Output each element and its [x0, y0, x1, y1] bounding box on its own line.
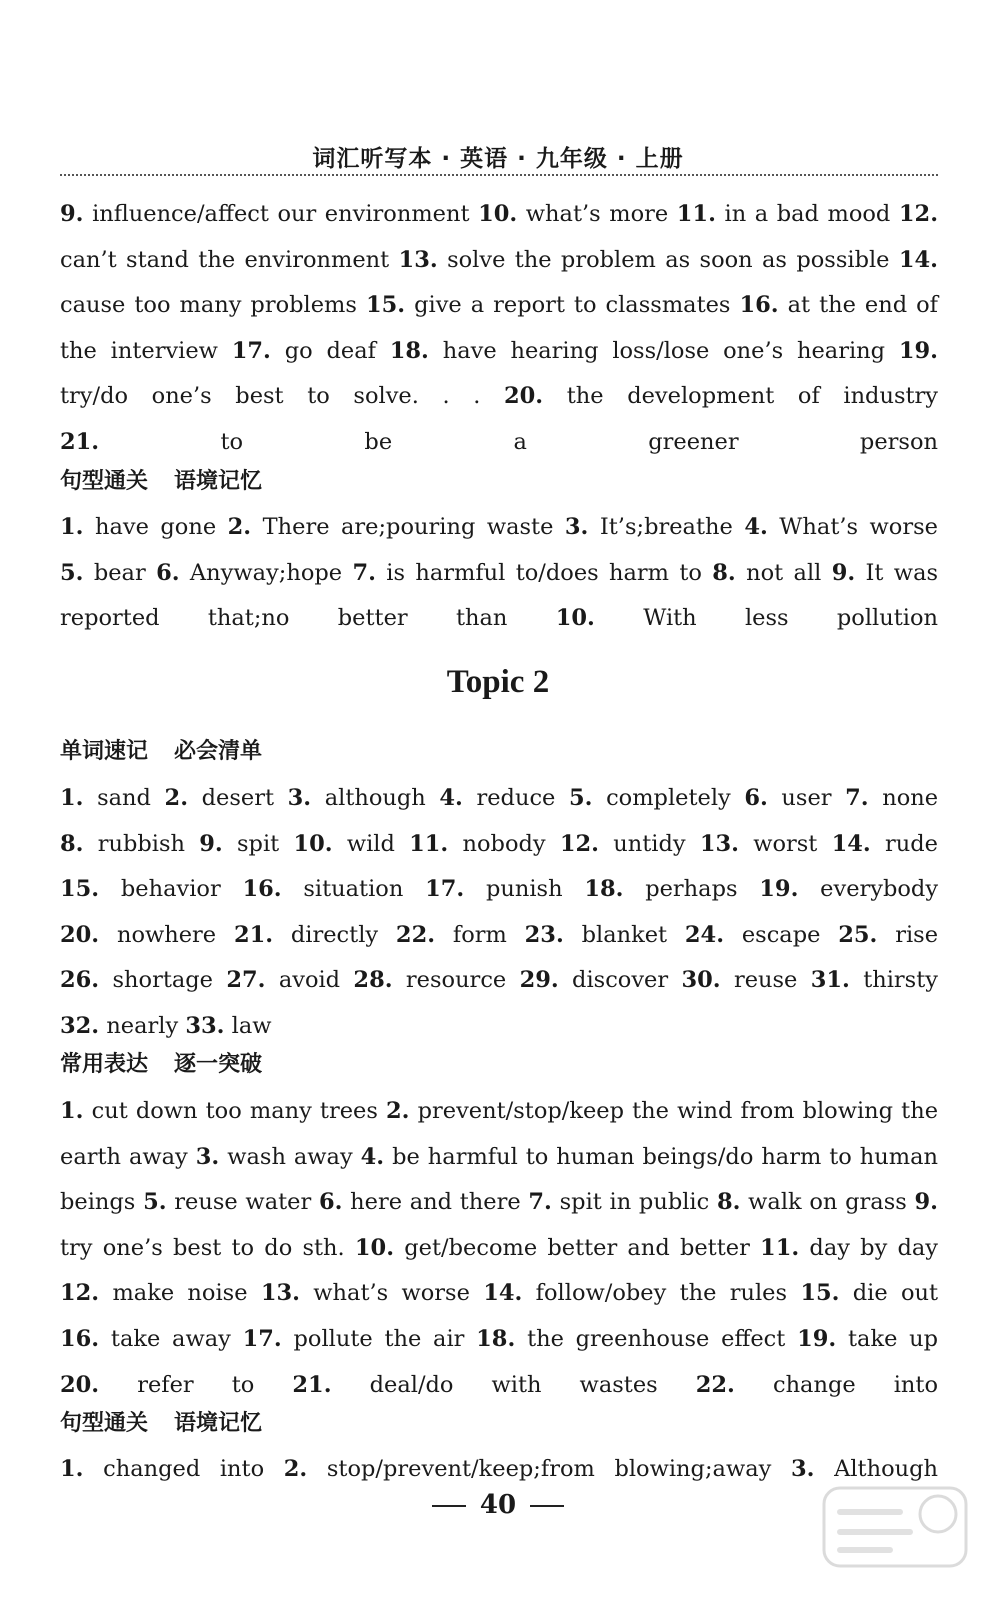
item-text: directly	[290, 921, 379, 948]
item-number: 29.	[519, 967, 559, 994]
answer-item	[232, 338, 376, 364]
item-text: changed into	[103, 1456, 265, 1482]
item-text: punish	[485, 876, 563, 903]
answer-item	[355, 1235, 750, 1261]
item-text: spit in public	[559, 1189, 710, 1216]
item-text: what’s worse	[313, 1280, 470, 1307]
header-divider	[60, 174, 938, 176]
sentence-answers-topic1	[60, 505, 938, 642]
item-text: user	[781, 785, 832, 811]
item-text: everybody	[820, 876, 939, 903]
section-title: 单词速记	[60, 739, 149, 764]
item-text: stop/prevent/keep;from blowing;away	[326, 1456, 772, 1482]
item-text: desert	[201, 785, 275, 811]
answer-item	[319, 1189, 521, 1215]
answer-item	[352, 560, 702, 586]
answer-item	[791, 1456, 938, 1482]
item-number: 1.	[60, 1456, 84, 1482]
item-number: 15.	[365, 292, 406, 319]
item-number: 20.	[60, 1371, 100, 1398]
item-number: 2.	[386, 1098, 410, 1124]
item-number: 30.	[681, 967, 721, 994]
answer-item	[353, 967, 506, 993]
answer-item	[838, 922, 938, 948]
answer-item	[681, 967, 797, 993]
item-number: 21.	[233, 921, 274, 948]
section-subtitle: 语境记忆	[174, 1411, 263, 1436]
item-number: 11.	[760, 1234, 800, 1261]
answer-item	[60, 967, 213, 993]
item-text: cause too many problems	[60, 292, 357, 319]
item-text: reduce	[476, 785, 556, 811]
item-text: make noise	[112, 1280, 248, 1307]
section-heading-sentences-2	[60, 1404, 262, 1444]
item-text: at the end of the interview	[60, 292, 939, 364]
item-number: 25.	[838, 921, 878, 948]
topic-title: Topic 2	[446, 664, 550, 700]
item-text: prevent/stop/keep the wind from blowing the earth away	[60, 1098, 939, 1170]
answer-item	[399, 247, 890, 273]
item-text: situation	[303, 876, 404, 903]
section-heading-sentences	[60, 462, 262, 502]
answer-item	[409, 831, 546, 857]
item-text: reuse water	[174, 1189, 312, 1216]
item-number: 6.	[318, 1189, 343, 1216]
answer-item	[478, 201, 668, 227]
item-text: perhaps	[645, 876, 738, 903]
item-number: 12.	[559, 830, 599, 857]
item-number: 3.	[195, 1143, 220, 1170]
answer-item	[483, 1280, 787, 1306]
answer-item	[700, 831, 818, 857]
answer-item	[243, 1326, 465, 1352]
item-number: 17.	[425, 876, 465, 903]
item-text: walk on grass	[748, 1189, 907, 1216]
item-text: rise	[895, 921, 939, 948]
answer-item	[156, 560, 342, 586]
item-number: 8.	[712, 559, 736, 586]
item-number: 21.	[60, 428, 100, 455]
item-text: what’s more	[525, 201, 669, 227]
answer-item	[143, 1189, 311, 1215]
item-text: What’s worse	[779, 514, 938, 540]
item-number: 13.	[260, 1280, 300, 1307]
item-number: 22.	[395, 921, 436, 948]
answer-item	[60, 876, 221, 902]
item-text: behavior	[120, 876, 221, 903]
item-number: 5.	[568, 785, 593, 811]
page-number: 40	[479, 1490, 517, 1520]
item-number: 24.	[684, 921, 725, 948]
answer-item	[226, 967, 340, 993]
item-number: 14.	[483, 1280, 523, 1307]
item-text: here and there	[350, 1189, 521, 1216]
answer-item	[293, 831, 394, 857]
word-list-topic2	[60, 776, 938, 1050]
item-number: 15.	[60, 876, 100, 903]
answer-item	[800, 1280, 938, 1306]
watermark-logo	[820, 1482, 970, 1572]
item-number: 8.	[716, 1189, 741, 1216]
item-text: although	[324, 785, 426, 811]
item-text: die out	[852, 1280, 939, 1307]
section-subtitle: 逐一突破	[174, 1052, 263, 1077]
section-title: 常用表达	[60, 1052, 149, 1077]
item-text: the development of industry	[566, 383, 939, 410]
item-number: 19.	[797, 1325, 837, 1352]
answer-item	[228, 514, 554, 540]
answer-item	[760, 1235, 938, 1261]
answer-item	[60, 429, 938, 455]
item-number: 2.	[227, 514, 252, 540]
answer-item	[528, 1189, 709, 1215]
answer-item	[560, 831, 686, 857]
item-text: take up	[847, 1325, 939, 1352]
running-header: 词汇听写本 · 英语 · 九年级 · 上册	[312, 146, 684, 172]
section-title: 句型通关	[60, 1411, 149, 1436]
answer-item	[520, 967, 669, 993]
item-text: sand	[97, 785, 151, 811]
item-text: get/become better and better	[404, 1234, 750, 1261]
answer-item	[261, 1280, 470, 1306]
item-text: blanket	[581, 921, 668, 948]
answer-item	[60, 201, 470, 227]
answer-item	[60, 1456, 264, 1482]
item-text: It was reported that;no better than	[60, 559, 939, 632]
item-number: 32.	[60, 1012, 100, 1039]
answer-item	[556, 605, 938, 631]
answer-item	[292, 1372, 657, 1398]
item-text: nearly	[106, 1012, 179, 1039]
item-text: not all	[746, 559, 822, 586]
answer-item	[60, 514, 216, 540]
item-text: resource	[405, 967, 507, 994]
answer-item	[185, 1013, 271, 1039]
answer-item	[60, 1098, 378, 1124]
section-subtitle: 语境记忆	[174, 469, 263, 494]
item-number: 2.	[164, 785, 189, 811]
footer-dash-right	[530, 1505, 564, 1507]
item-text: pollute the air	[293, 1325, 465, 1352]
answer-item	[677, 201, 891, 227]
item-number: 17.	[242, 1325, 282, 1352]
item-number: 17.	[231, 337, 271, 364]
item-text: discover	[572, 967, 669, 994]
item-number: 27.	[226, 967, 266, 994]
item-number: 1.	[60, 785, 84, 811]
item-text: With less pollution	[643, 605, 939, 632]
answer-item	[525, 922, 667, 948]
item-text: form	[452, 921, 507, 948]
item-text: There are;pouring waste	[262, 514, 554, 540]
answer-item	[425, 876, 563, 902]
answer-item	[390, 338, 885, 364]
item-text: nobody	[462, 830, 546, 857]
answer-item	[845, 785, 938, 811]
item-text: wash away	[227, 1143, 353, 1170]
item-text: none	[882, 785, 939, 811]
item-number: 21.	[292, 1371, 332, 1398]
expression-list-topic2	[60, 1089, 938, 1408]
item-text: shortage	[112, 967, 213, 994]
item-text: rude	[884, 830, 938, 857]
answer-item	[288, 785, 426, 811]
item-text: to be a greener person	[220, 428, 938, 455]
answer-item	[60, 1326, 231, 1352]
item-text: day by day	[809, 1234, 939, 1261]
item-text: reuse	[733, 967, 798, 994]
answer-item	[504, 383, 938, 409]
item-number: 19.	[759, 876, 799, 903]
item-text: change into	[772, 1371, 939, 1398]
answer-item	[234, 922, 378, 948]
item-number: 8.	[60, 830, 84, 857]
section-title: 句型通关	[60, 469, 149, 494]
item-number: 10.	[555, 605, 595, 632]
phrase-list-topic1	[60, 192, 938, 466]
answer-item	[759, 876, 938, 902]
item-text: thirsty	[863, 967, 938, 994]
item-text: is harmful to/does harm to	[386, 559, 702, 586]
item-number: 13.	[699, 830, 739, 857]
answer-item	[439, 785, 555, 811]
item-text: have hearing loss/lose one’s hearing	[442, 337, 886, 364]
item-number: 10.	[354, 1234, 395, 1261]
item-text: follow/obey the rules	[535, 1280, 788, 1307]
item-number: 3.	[564, 514, 589, 540]
answer-item	[366, 292, 731, 318]
answer-item	[396, 922, 507, 948]
item-text: the greenhouse effect	[527, 1325, 786, 1352]
item-number: 22.	[695, 1371, 735, 1398]
section-heading-expressions	[60, 1045, 262, 1085]
answer-item	[196, 1144, 353, 1170]
answer-item	[60, 1372, 254, 1398]
item-text: try/do one’s best to solve. . .	[60, 383, 481, 410]
item-text: can’t stand the environment	[60, 246, 390, 273]
item-number: 20.	[60, 921, 100, 948]
item-text: bear	[93, 559, 146, 586]
item-number: 12.	[60, 1280, 100, 1307]
item-number: 3.	[287, 785, 312, 811]
answer-item	[60, 785, 151, 811]
sentence-answers-topic2	[60, 1447, 938, 1493]
footer-dash-left	[432, 1505, 466, 1507]
item-number: 4.	[360, 1143, 385, 1170]
item-number: 20.	[504, 383, 544, 410]
item-number: 11.	[409, 830, 449, 857]
item-number: 18.	[389, 337, 429, 364]
answer-item	[696, 1372, 938, 1398]
answer-item	[811, 967, 938, 993]
answer-item	[584, 876, 737, 902]
item-number: 7.	[845, 785, 869, 811]
item-text: in a bad mood	[724, 201, 891, 227]
item-number: 16.	[739, 292, 779, 319]
answer-item	[744, 514, 938, 540]
item-text: influence/affect our environment	[92, 201, 470, 227]
item-number: 3.	[790, 1456, 815, 1482]
item-text: refer to	[137, 1371, 255, 1398]
item-number: 19.	[898, 337, 939, 364]
section-heading-words	[60, 732, 262, 772]
answer-item	[685, 922, 821, 948]
answer-item	[712, 560, 821, 586]
item-text: try one’s best to do sth.	[60, 1234, 345, 1261]
item-number: 6.	[156, 559, 180, 586]
item-text: rubbish	[97, 830, 186, 857]
item-number: 9.	[60, 201, 84, 227]
item-number: 5.	[60, 559, 84, 586]
item-number: 5.	[143, 1189, 167, 1216]
answer-item	[717, 1189, 907, 1215]
item-text: completely	[606, 785, 731, 811]
item-number: 6.	[744, 785, 768, 811]
item-number: 11.	[676, 201, 716, 227]
item-text: deal/do with wastes	[369, 1371, 658, 1398]
item-number: 10.	[293, 830, 333, 857]
item-number: 7.	[352, 559, 376, 586]
item-number: 16.	[60, 1325, 100, 1352]
item-text: worst	[753, 830, 818, 857]
item-number: 9.	[199, 830, 223, 857]
item-number: 26.	[60, 967, 100, 994]
item-text: solve the problem as soon as possible	[447, 246, 890, 273]
answer-item	[60, 560, 146, 586]
answer-item	[476, 1326, 785, 1352]
answer-item	[569, 785, 731, 811]
item-number: 10.	[478, 201, 518, 227]
item-number: 15.	[800, 1280, 840, 1307]
item-text: spit	[237, 830, 280, 857]
item-number: 13.	[398, 246, 438, 273]
answer-item	[60, 831, 185, 857]
item-number: 28.	[353, 967, 393, 994]
item-text: take away	[110, 1325, 231, 1352]
item-number: 16.	[242, 876, 282, 903]
item-number: 7.	[528, 1189, 552, 1216]
item-number: 9.	[831, 559, 856, 586]
answer-item	[199, 831, 279, 857]
item-text: give a report to classmates	[414, 292, 731, 319]
answer-item	[284, 1456, 772, 1482]
item-text: nowhere	[116, 921, 217, 948]
answer-item	[242, 876, 403, 902]
item-text: cut down too many trees	[91, 1098, 378, 1124]
section-subtitle: 必会清单	[174, 739, 263, 764]
item-text: be harmful to human beings/do harm to human beings	[60, 1143, 939, 1216]
item-text: wild	[346, 830, 395, 857]
item-number: 1.	[60, 1098, 84, 1124]
item-text: escape	[741, 921, 821, 948]
item-number: 18.	[476, 1325, 516, 1352]
item-number: 9.	[914, 1189, 939, 1216]
item-text: Anyway;hope	[189, 559, 343, 586]
answer-item	[744, 785, 831, 811]
answer-item	[60, 1280, 248, 1306]
item-text: untidy	[613, 830, 686, 857]
item-text: avoid	[278, 967, 341, 994]
item-number: 12.	[898, 201, 939, 227]
answer-item	[565, 514, 733, 540]
item-number: 23.	[524, 921, 564, 948]
answer-item	[165, 785, 274, 811]
item-number: 33.	[185, 1012, 225, 1039]
item-text: law	[231, 1012, 272, 1039]
item-number: 4.	[439, 785, 463, 811]
answer-item	[60, 922, 216, 948]
item-text: have gone	[94, 514, 217, 540]
answer-item	[60, 1013, 178, 1039]
item-number: 2.	[283, 1456, 308, 1482]
item-text: go deaf	[284, 337, 376, 364]
item-number: 18.	[584, 876, 624, 903]
item-number: 14.	[898, 246, 939, 273]
item-text: Although	[834, 1456, 939, 1482]
item-number: 31.	[810, 967, 850, 994]
answer-item	[832, 831, 938, 857]
item-number: 14.	[831, 830, 871, 857]
answer-item	[797, 1326, 938, 1352]
item-number: 4.	[744, 514, 768, 540]
item-number: 1.	[60, 514, 84, 540]
item-text: It’s;breathe	[599, 514, 733, 540]
